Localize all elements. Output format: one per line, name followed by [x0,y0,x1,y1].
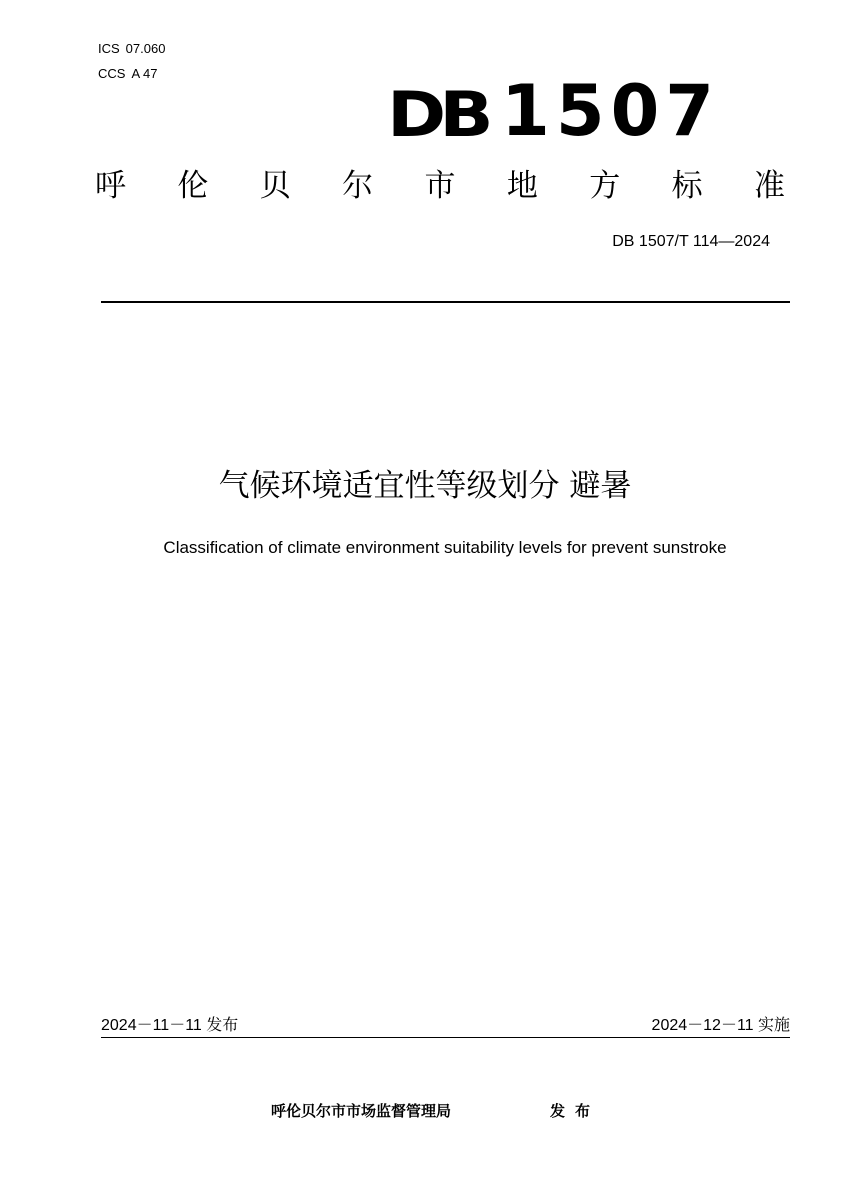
standard-type-title [95,166,785,206]
ics-code [98,41,165,57]
standard-title-char: 贝 [259,168,291,204]
standard-title-char: 准 [754,168,785,204]
standard-title-char: 市 [424,168,456,204]
ics-label: ICS [98,41,120,56]
ccs-label: CCS [98,66,126,81]
ics-value: 07.060 [125,41,166,56]
db-prefix: DB [387,78,488,151]
footer-divider [101,1037,790,1038]
standard-title-char: 地 [506,168,538,204]
document-title-cn: 气候环境适宜性等级划分 避暑 [218,468,632,504]
document-title-en: Classification of climate environment suitability levels for prevent sunstroke [163,538,727,557]
ccs-code [98,66,157,82]
standard-title-char: 尔 [342,168,374,204]
db-standard-logo [387,66,720,152]
standard-title-char: 呼 [95,168,126,204]
standard-title-char: 标 [671,168,703,204]
standard-number: DB 1507/T 114—2024 [612,233,770,250]
issue-date: 2024－11－11 发布 [101,1017,239,1034]
publish-label: 发布 [550,1102,601,1120]
standard-title-char: 伦 [177,168,209,204]
db-number: 1507 [501,70,720,152]
publisher-name: 呼伦贝尔市市场监督管理局 [271,1102,452,1120]
ccs-value: A 47 [131,66,158,81]
implementation-date: 2024－12－11 实施 [651,1017,790,1034]
standard-title-char: 方 [589,168,621,204]
header-divider [101,301,790,303]
